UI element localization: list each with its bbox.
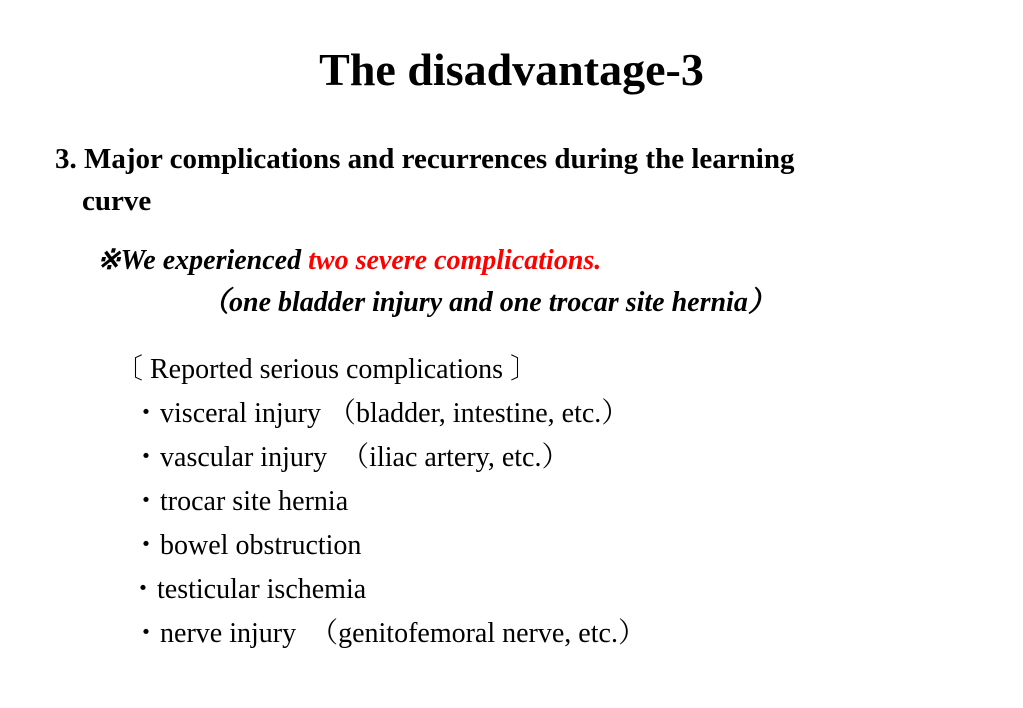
note-detail: （one bladder injury and one trocar site hernia） bbox=[201, 287, 776, 318]
list-item: ・nerve injury （genitofemoral nerve, etc.） bbox=[132, 618, 646, 649]
experience-note bbox=[97, 240, 997, 324]
bullet-icon: ・ bbox=[132, 486, 161, 517]
note-intro: We experienced bbox=[120, 245, 309, 276]
bullet-icon: ・ bbox=[129, 574, 158, 605]
reference-mark-icon: ※ bbox=[97, 245, 121, 276]
complication-list bbox=[115, 392, 995, 656]
list-item: ・bowel obstruction bbox=[132, 530, 362, 561]
reported-complications bbox=[115, 348, 995, 656]
list-item: ・visceral injury （bladder, intestine, etc.） bbox=[132, 398, 630, 429]
list-item: ・trocar site hernia bbox=[132, 486, 349, 517]
slide-title: The disadvantage-3 bbox=[319, 44, 704, 95]
bullet-icon: ・ bbox=[132, 398, 161, 429]
list-item: ・vascular injury （iliac artery, etc.） bbox=[132, 442, 570, 473]
point-3 bbox=[55, 138, 1005, 222]
reported-heading: 〔 Reported serious complications 〕 bbox=[115, 354, 539, 385]
list-item: ・testicular ischemia bbox=[129, 574, 367, 605]
bullet-icon: ・ bbox=[132, 530, 161, 561]
note-highlight: two severe complications. bbox=[308, 245, 602, 276]
bullet-icon: ・ bbox=[132, 618, 161, 649]
point-text-line2: curve bbox=[82, 185, 152, 217]
point-number: 3. bbox=[55, 143, 77, 175]
point-text-line1: Major complications and recurrences during the learning bbox=[84, 143, 795, 175]
bullet-icon: ・ bbox=[132, 442, 161, 473]
